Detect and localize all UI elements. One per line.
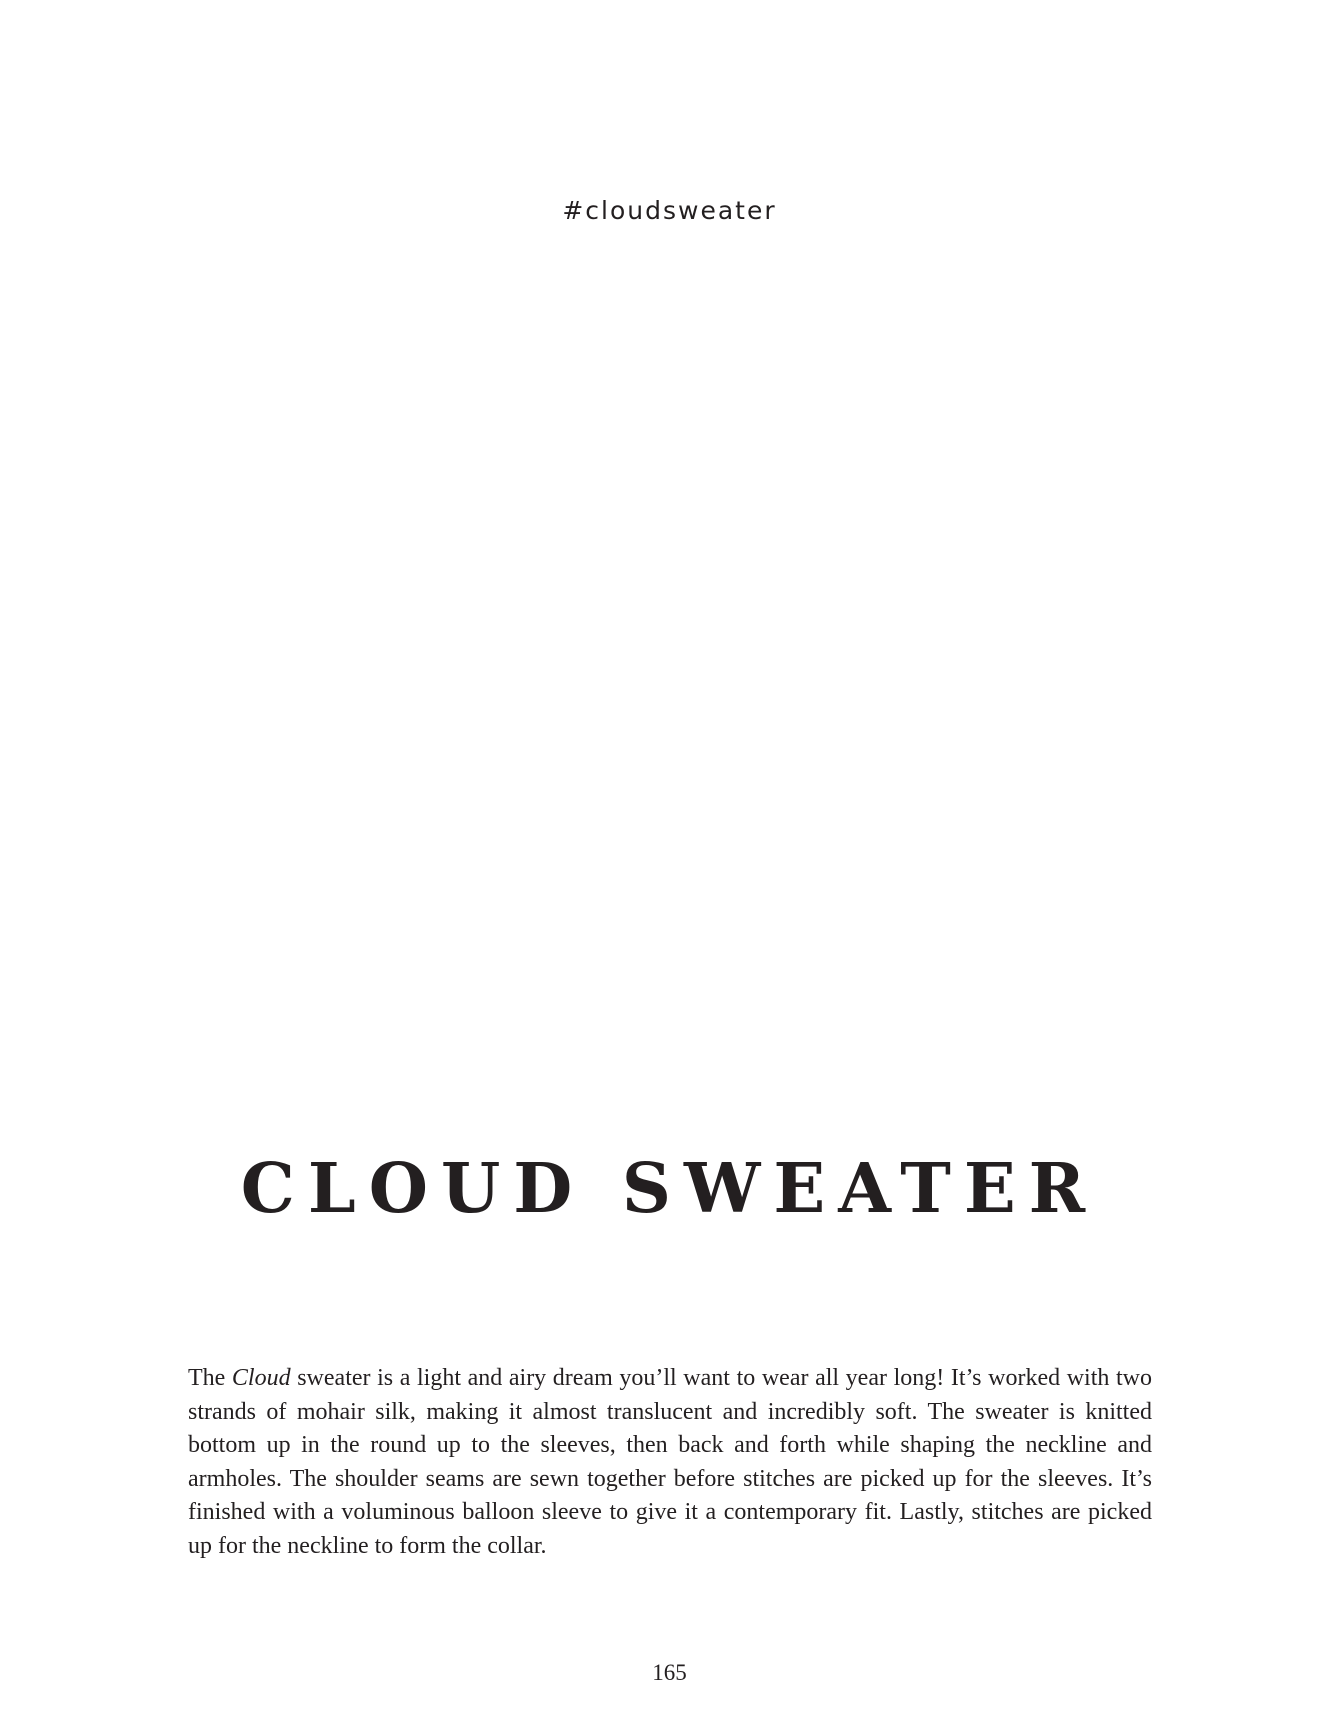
pattern-title: CLOUD SWEATER [240, 1149, 1099, 1229]
page-number: 165 [652, 1660, 687, 1685]
intro-paragraph [188, 1362, 1152, 1563]
intro-text: sweater is a light and airy dream you’ll want to wear all year long! It’s worked with two strands of mohair silk, making it almost translucent and incredibly soft. The sweater is knitted bottom up in the round up to the sleeves, then back and forth while shaping the neckline and armholes. The shoulder seams are sewn together before stitches are picked up for the sleeves. It’s finished with a voluminous balloon sleeve to give it a contemporary fit. Lastly, stitches are picked up for the neckline to form the collar. [188, 1365, 1152, 1559]
hashtag-header: #cloudsweater [562, 196, 777, 225]
intro-lead: The [188, 1365, 232, 1391]
intro-italic-word: Cloud [231, 1365, 291, 1391]
